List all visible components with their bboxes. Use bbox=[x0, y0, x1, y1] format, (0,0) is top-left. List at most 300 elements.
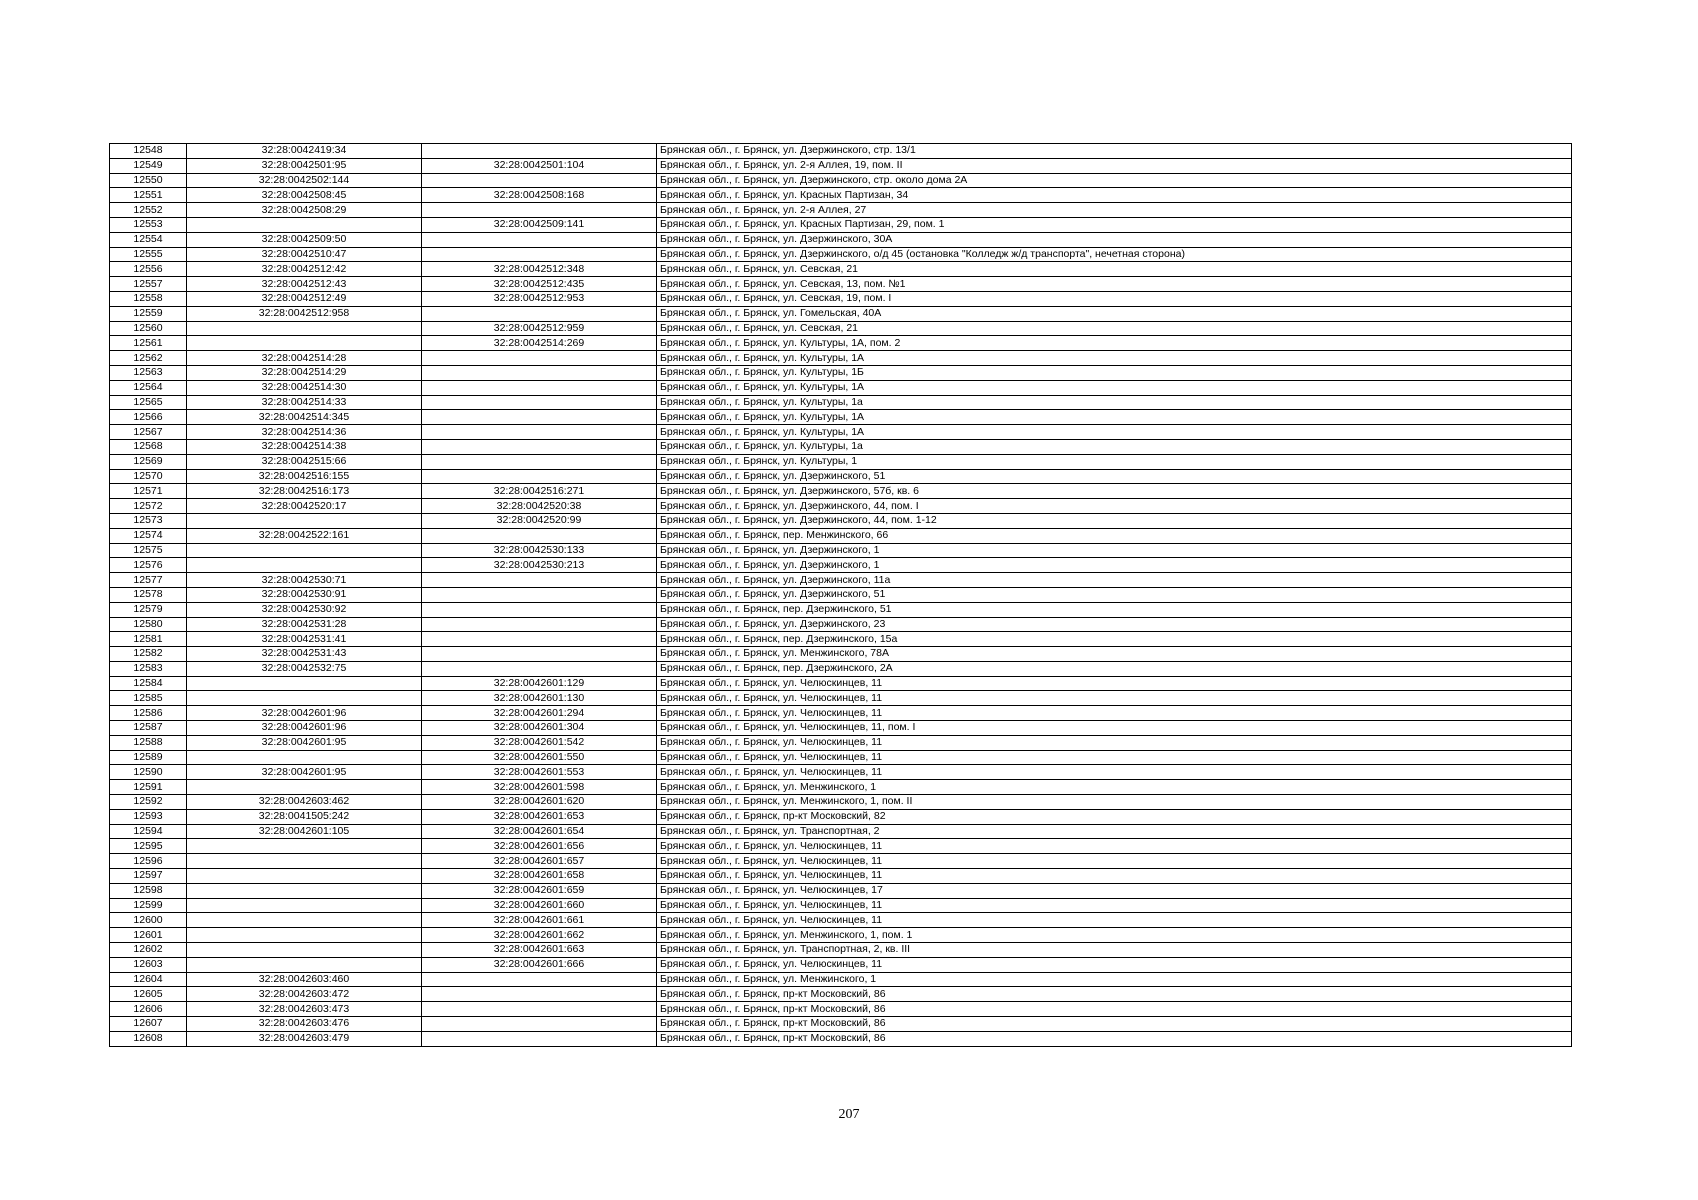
address-cell: Брянская обл., г. Брянск, ул. Менжинского, 1 bbox=[657, 780, 1572, 795]
building-cadastral-number-cell: 32:28:0042514:269 bbox=[422, 336, 657, 351]
land-cadastral-number-cell: 32:28:0042516:173 bbox=[187, 484, 422, 499]
building-cadastral-number-cell: 32:28:0042512:953 bbox=[422, 291, 657, 306]
row-number-cell: 12578 bbox=[110, 587, 187, 602]
building-cadastral-number-cell: 32:28:0042601:657 bbox=[422, 854, 657, 869]
building-cadastral-number-cell: 32:28:0042512:435 bbox=[422, 277, 657, 292]
building-cadastral-number-cell: 32:28:0042601:659 bbox=[422, 883, 657, 898]
row-number-cell: 12555 bbox=[110, 247, 187, 262]
building-cadastral-number-cell: 32:28:0042601:656 bbox=[422, 839, 657, 854]
building-cadastral-number-cell bbox=[422, 528, 657, 543]
row-number-cell: 12573 bbox=[110, 513, 187, 528]
row-number-cell: 12585 bbox=[110, 691, 187, 706]
address-cell: Брянская обл., г. Брянск, ул. Культуры, 1А bbox=[657, 351, 1572, 366]
building-cadastral-number-cell bbox=[422, 351, 657, 366]
land-cadastral-number-cell bbox=[187, 321, 422, 336]
address-cell: Брянская обл., г. Брянск, ул. Дзержинского, 1 bbox=[657, 543, 1572, 558]
building-cadastral-number-cell: 32:28:0042601:666 bbox=[422, 957, 657, 972]
land-cadastral-number-cell: 32:28:0042522:161 bbox=[187, 528, 422, 543]
address-cell: Брянская обл., г. Брянск, ул. Менжинского, 78А bbox=[657, 647, 1572, 662]
address-cell: Брянская обл., г. Брянск, ул. Челюскинцев, 11 bbox=[657, 839, 1572, 854]
property-register-table bbox=[109, 143, 1572, 1047]
address-cell: Брянская обл., г. Брянск, ул. Севская, 13, пом. №1 bbox=[657, 277, 1572, 292]
building-cadastral-number-cell: 32:28:0042509:141 bbox=[422, 217, 657, 232]
table-row bbox=[110, 543, 1572, 558]
table-row bbox=[110, 750, 1572, 765]
land-cadastral-number-cell bbox=[187, 928, 422, 943]
land-cadastral-number-cell: 32:28:0042601:105 bbox=[187, 824, 422, 839]
table-row bbox=[110, 765, 1572, 780]
address-cell: Брянская обл., г. Брянск, ул. Дзержинского, стр. 13/1 bbox=[657, 144, 1572, 159]
address-cell: Брянская обл., г. Брянск, ул. Челюскинцев, 11 bbox=[657, 913, 1572, 928]
row-number-cell: 12558 bbox=[110, 291, 187, 306]
table-row bbox=[110, 913, 1572, 928]
address-cell: Брянская обл., г. Брянск, ул. Челюскинцев, 17 bbox=[657, 883, 1572, 898]
land-cadastral-number-cell: 32:28:0042514:29 bbox=[187, 365, 422, 380]
table-row bbox=[110, 336, 1572, 351]
table-row bbox=[110, 499, 1572, 514]
address-cell: Брянская обл., г. Брянск, ул. Челюскинцев, 11 bbox=[657, 957, 1572, 972]
row-number-cell: 12574 bbox=[110, 528, 187, 543]
row-number-cell: 12583 bbox=[110, 661, 187, 676]
table-row bbox=[110, 558, 1572, 573]
table-row bbox=[110, 454, 1572, 469]
row-number-cell: 12565 bbox=[110, 395, 187, 410]
building-cadastral-number-cell bbox=[422, 661, 657, 676]
land-cadastral-number-cell: 32:28:0042509:50 bbox=[187, 232, 422, 247]
row-number-cell: 12608 bbox=[110, 1031, 187, 1046]
land-cadastral-number-cell bbox=[187, 543, 422, 558]
building-cadastral-number-cell: 32:28:0042512:959 bbox=[422, 321, 657, 336]
building-cadastral-number-cell bbox=[422, 425, 657, 440]
table-row bbox=[110, 232, 1572, 247]
table-row bbox=[110, 425, 1572, 440]
table-row bbox=[110, 144, 1572, 159]
building-cadastral-number-cell: 32:28:0042601:294 bbox=[422, 706, 657, 721]
table-row bbox=[110, 943, 1572, 958]
building-cadastral-number-cell: 32:28:0042601:553 bbox=[422, 765, 657, 780]
land-cadastral-number-cell: 32:28:0042601:96 bbox=[187, 706, 422, 721]
building-cadastral-number-cell: 32:28:0042601:654 bbox=[422, 824, 657, 839]
table-row bbox=[110, 587, 1572, 602]
land-cadastral-number-cell bbox=[187, 558, 422, 573]
land-cadastral-number-cell: 32:28:0042530:92 bbox=[187, 602, 422, 617]
table-row bbox=[110, 898, 1572, 913]
building-cadastral-number-cell: 32:28:0042530:213 bbox=[422, 558, 657, 573]
building-cadastral-number-cell bbox=[422, 410, 657, 425]
building-cadastral-number-cell bbox=[422, 232, 657, 247]
table-row bbox=[110, 721, 1572, 736]
building-cadastral-number-cell bbox=[422, 1031, 657, 1046]
building-cadastral-number-cell: 32:28:0042501:104 bbox=[422, 158, 657, 173]
address-cell: Брянская обл., г. Брянск, ул. Красных Партизан, 29, пом. 1 bbox=[657, 217, 1572, 232]
land-cadastral-number-cell: 32:28:0042601:96 bbox=[187, 721, 422, 736]
address-cell: Брянская обл., г. Брянск, ул. Дзержинского, 44, пом. 1-12 bbox=[657, 513, 1572, 528]
land-cadastral-number-cell: 32:28:0042419:34 bbox=[187, 144, 422, 159]
address-cell: Брянская обл., г. Брянск, пр-кт Московский, 86 bbox=[657, 1002, 1572, 1017]
address-cell: Брянская обл., г. Брянск, пер. Дзержинского, 51 bbox=[657, 602, 1572, 617]
row-number-cell: 12603 bbox=[110, 957, 187, 972]
land-cadastral-number-cell: 32:28:0042520:17 bbox=[187, 499, 422, 514]
table-body bbox=[110, 144, 1572, 1047]
building-cadastral-number-cell bbox=[422, 1017, 657, 1032]
land-cadastral-number-cell: 32:28:0042530:71 bbox=[187, 573, 422, 588]
land-cadastral-number-cell: 32:28:0042603:462 bbox=[187, 795, 422, 810]
row-number-cell: 12586 bbox=[110, 706, 187, 721]
row-number-cell: 12567 bbox=[110, 425, 187, 440]
building-cadastral-number-cell: 32:28:0042601:663 bbox=[422, 943, 657, 958]
land-cadastral-number-cell: 32:28:0042531:41 bbox=[187, 632, 422, 647]
address-cell: Брянская обл., г. Брянск, ул. Красных Партизан, 34 bbox=[657, 188, 1572, 203]
building-cadastral-number-cell: 32:28:0042601:658 bbox=[422, 869, 657, 884]
building-cadastral-number-cell bbox=[422, 380, 657, 395]
table-row bbox=[110, 380, 1572, 395]
building-cadastral-number-cell: 32:28:0042530:133 bbox=[422, 543, 657, 558]
land-cadastral-number-cell: 32:28:0042531:28 bbox=[187, 617, 422, 632]
table-row bbox=[110, 277, 1572, 292]
address-cell: Брянская обл., г. Брянск, ул. Челюскинцев, 11 bbox=[657, 765, 1572, 780]
table-row bbox=[110, 617, 1572, 632]
land-cadastral-number-cell bbox=[187, 750, 422, 765]
table-row bbox=[110, 573, 1572, 588]
address-cell: Брянская обл., г. Брянск, пер. Дзержинского, 15а bbox=[657, 632, 1572, 647]
row-number-cell: 12582 bbox=[110, 647, 187, 662]
table-row bbox=[110, 928, 1572, 943]
row-number-cell: 12562 bbox=[110, 351, 187, 366]
table-row bbox=[110, 780, 1572, 795]
land-cadastral-number-cell: 32:28:0042508:45 bbox=[187, 188, 422, 203]
building-cadastral-number-cell: 32:28:0042512:348 bbox=[422, 262, 657, 277]
building-cadastral-number-cell bbox=[422, 365, 657, 380]
land-cadastral-number-cell: 32:28:0041505:242 bbox=[187, 809, 422, 824]
building-cadastral-number-cell: 32:28:0042601:542 bbox=[422, 735, 657, 750]
land-cadastral-number-cell: 32:28:0042530:91 bbox=[187, 587, 422, 602]
row-number-cell: 12557 bbox=[110, 277, 187, 292]
page-number: 207 bbox=[838, 1107, 860, 1122]
row-number-cell: 12556 bbox=[110, 262, 187, 277]
building-cadastral-number-cell bbox=[422, 439, 657, 454]
land-cadastral-number-cell: 32:28:0042512:49 bbox=[187, 291, 422, 306]
address-cell: Брянская обл., г. Брянск, ул. Челюскинцев, 11 bbox=[657, 898, 1572, 913]
address-cell: Брянская обл., г. Брянск, ул. Культуры, 1 bbox=[657, 454, 1572, 469]
building-cadastral-number-cell bbox=[422, 573, 657, 588]
row-number-cell: 12590 bbox=[110, 765, 187, 780]
address-cell: Брянская обл., г. Брянск, ул. Культуры, 1А bbox=[657, 425, 1572, 440]
address-cell: Брянская обл., г. Брянск, ул. Челюскинцев, 11 bbox=[657, 676, 1572, 691]
row-number-cell: 12577 bbox=[110, 573, 187, 588]
row-number-cell: 12604 bbox=[110, 972, 187, 987]
address-cell: Брянская обл., г. Брянск, ул. Дзержинского, 57б, кв. 6 bbox=[657, 484, 1572, 499]
building-cadastral-number-cell: 32:28:0042601:653 bbox=[422, 809, 657, 824]
land-cadastral-number-cell: 32:28:0042514:36 bbox=[187, 425, 422, 440]
address-cell: Брянская обл., г. Брянск, ул. 2-я Аллея, 27 bbox=[657, 203, 1572, 218]
land-cadastral-number-cell bbox=[187, 898, 422, 913]
address-cell: Брянская обл., г. Брянск, ул. Дзержинского, 11а bbox=[657, 573, 1572, 588]
row-number-cell: 12600 bbox=[110, 913, 187, 928]
row-number-cell: 12580 bbox=[110, 617, 187, 632]
land-cadastral-number-cell: 32:28:0042515:66 bbox=[187, 454, 422, 469]
table-row bbox=[110, 661, 1572, 676]
table-row bbox=[110, 883, 1572, 898]
address-cell: Брянская обл., г. Брянск, ул. Дзержинского, 51 bbox=[657, 469, 1572, 484]
address-cell: Брянская обл., г. Брянск, ул. Менжинского, 1 bbox=[657, 972, 1572, 987]
land-cadastral-number-cell: 32:28:0042603:460 bbox=[187, 972, 422, 987]
address-cell: Брянская обл., г. Брянск, ул. Культуры, 1А bbox=[657, 410, 1572, 425]
row-number-cell: 12581 bbox=[110, 632, 187, 647]
land-cadastral-number-cell: 32:28:0042514:28 bbox=[187, 351, 422, 366]
land-cadastral-number-cell: 32:28:0042532:75 bbox=[187, 661, 422, 676]
row-number-cell: 12584 bbox=[110, 676, 187, 691]
table-row bbox=[110, 602, 1572, 617]
land-cadastral-number-cell: 32:28:0042512:43 bbox=[187, 277, 422, 292]
table-row bbox=[110, 839, 1572, 854]
row-number-cell: 12568 bbox=[110, 439, 187, 454]
land-cadastral-number-cell: 32:28:0042601:95 bbox=[187, 765, 422, 780]
table-row bbox=[110, 528, 1572, 543]
building-cadastral-number-cell bbox=[422, 173, 657, 188]
building-cadastral-number-cell bbox=[422, 395, 657, 410]
row-number-cell: 12548 bbox=[110, 144, 187, 159]
address-cell: Брянская обл., г. Брянск, ул. Культуры, 1А bbox=[657, 380, 1572, 395]
table-row bbox=[110, 410, 1572, 425]
row-number-cell: 12571 bbox=[110, 484, 187, 499]
row-number-cell: 12564 bbox=[110, 380, 187, 395]
land-cadastral-number-cell bbox=[187, 943, 422, 958]
land-cadastral-number-cell: 32:28:0042510:47 bbox=[187, 247, 422, 262]
row-number-cell: 12566 bbox=[110, 410, 187, 425]
building-cadastral-number-cell: 32:28:0042520:99 bbox=[422, 513, 657, 528]
table-row bbox=[110, 469, 1572, 484]
row-number-cell: 12597 bbox=[110, 869, 187, 884]
address-cell: Брянская обл., г. Брянск, ул. Челюскинцев, 11, пом. I bbox=[657, 721, 1572, 736]
building-cadastral-number-cell bbox=[422, 203, 657, 218]
building-cadastral-number-cell: 32:28:0042601:129 bbox=[422, 676, 657, 691]
row-number-cell: 12596 bbox=[110, 854, 187, 869]
row-number-cell: 12559 bbox=[110, 306, 187, 321]
building-cadastral-number-cell bbox=[422, 587, 657, 602]
land-cadastral-number-cell bbox=[187, 780, 422, 795]
building-cadastral-number-cell bbox=[422, 972, 657, 987]
land-cadastral-number-cell: 32:28:0042514:30 bbox=[187, 380, 422, 395]
land-cadastral-number-cell: 32:28:0042512:958 bbox=[187, 306, 422, 321]
building-cadastral-number-cell: 32:28:0042601:130 bbox=[422, 691, 657, 706]
land-cadastral-number-cell bbox=[187, 839, 422, 854]
land-cadastral-number-cell bbox=[187, 913, 422, 928]
building-cadastral-number-cell: 32:28:0042601:662 bbox=[422, 928, 657, 943]
address-cell: Брянская обл., г. Брянск, ул. Челюскинцев, 11 bbox=[657, 854, 1572, 869]
address-cell: Брянская обл., г. Брянск, ул. Дзержинского, 44, пом. I bbox=[657, 499, 1572, 514]
address-cell: Брянская обл., г. Брянск, ул. Дзержинского, 30А bbox=[657, 232, 1572, 247]
table-row bbox=[110, 972, 1572, 987]
address-cell: Брянская обл., г. Брянск, ул. 2-я Аллея, 19, пом. II bbox=[657, 158, 1572, 173]
building-cadastral-number-cell: 32:28:0042601:660 bbox=[422, 898, 657, 913]
land-cadastral-number-cell bbox=[187, 691, 422, 706]
land-cadastral-number-cell: 32:28:0042514:33 bbox=[187, 395, 422, 410]
table-row bbox=[110, 647, 1572, 662]
table-row bbox=[110, 1002, 1572, 1017]
table-row bbox=[110, 513, 1572, 528]
table-row bbox=[110, 217, 1572, 232]
building-cadastral-number-cell bbox=[422, 247, 657, 262]
row-number-cell: 12605 bbox=[110, 987, 187, 1002]
land-cadastral-number-cell bbox=[187, 957, 422, 972]
row-number-cell: 12553 bbox=[110, 217, 187, 232]
table-row bbox=[110, 158, 1572, 173]
row-number-cell: 12606 bbox=[110, 1002, 187, 1017]
table-row bbox=[110, 824, 1572, 839]
row-number-cell: 12592 bbox=[110, 795, 187, 810]
building-cadastral-number-cell bbox=[422, 602, 657, 617]
table-row bbox=[110, 676, 1572, 691]
table-row bbox=[110, 351, 1572, 366]
address-cell: Брянская обл., г. Брянск, ул. Севская, 21 bbox=[657, 321, 1572, 336]
row-number-cell: 12569 bbox=[110, 454, 187, 469]
table-row bbox=[110, 632, 1572, 647]
table-row bbox=[110, 957, 1572, 972]
table-row bbox=[110, 706, 1572, 721]
row-number-cell: 12601 bbox=[110, 928, 187, 943]
building-cadastral-number-cell: 32:28:0042601:304 bbox=[422, 721, 657, 736]
address-cell: Брянская обл., г. Брянск, ул. Челюскинцев, 11 bbox=[657, 706, 1572, 721]
land-cadastral-number-cell: 32:28:0042512:42 bbox=[187, 262, 422, 277]
table-row bbox=[110, 262, 1572, 277]
land-cadastral-number-cell bbox=[187, 854, 422, 869]
building-cadastral-number-cell bbox=[422, 1002, 657, 1017]
address-cell: Брянская обл., г. Брянск, пр-кт Московский, 86 bbox=[657, 987, 1572, 1002]
land-cadastral-number-cell: 32:28:0042514:345 bbox=[187, 410, 422, 425]
row-number-cell: 12563 bbox=[110, 365, 187, 380]
building-cadastral-number-cell: 32:28:0042508:168 bbox=[422, 188, 657, 203]
row-number-cell: 12572 bbox=[110, 499, 187, 514]
row-number-cell: 12598 bbox=[110, 883, 187, 898]
address-cell: Брянская обл., г. Брянск, пер. Менжинского, 66 bbox=[657, 528, 1572, 543]
row-number-cell: 12550 bbox=[110, 173, 187, 188]
land-cadastral-number-cell: 32:28:0042514:38 bbox=[187, 439, 422, 454]
table-row bbox=[110, 987, 1572, 1002]
building-cadastral-number-cell bbox=[422, 144, 657, 159]
land-cadastral-number-cell: 32:28:0042508:29 bbox=[187, 203, 422, 218]
table-row bbox=[110, 1017, 1572, 1032]
table-row bbox=[110, 854, 1572, 869]
land-cadastral-number-cell bbox=[187, 217, 422, 232]
row-number-cell: 12552 bbox=[110, 203, 187, 218]
address-cell: Брянская обл., г. Брянск, пр-кт Московский, 82 bbox=[657, 809, 1572, 824]
table-row bbox=[110, 795, 1572, 810]
table-row bbox=[110, 247, 1572, 262]
address-cell: Брянская обл., г. Брянск, ул. Культуры, 1а bbox=[657, 395, 1572, 410]
building-cadastral-number-cell: 32:28:0042601:620 bbox=[422, 795, 657, 810]
land-cadastral-number-cell: 32:28:0042603:472 bbox=[187, 987, 422, 1002]
building-cadastral-number-cell: 32:28:0042601:550 bbox=[422, 750, 657, 765]
building-cadastral-number-cell bbox=[422, 306, 657, 321]
table-row bbox=[110, 691, 1572, 706]
land-cadastral-number-cell: 32:28:0042603:479 bbox=[187, 1031, 422, 1046]
address-cell: Брянская обл., г. Брянск, ул. Севская, 19, пом. I bbox=[657, 291, 1572, 306]
address-cell: Брянская обл., г. Брянск, ул. Дзержинского, 51 bbox=[657, 587, 1572, 602]
building-cadastral-number-cell bbox=[422, 617, 657, 632]
land-cadastral-number-cell: 32:28:0042601:95 bbox=[187, 735, 422, 750]
row-number-cell: 12549 bbox=[110, 158, 187, 173]
row-number-cell: 12554 bbox=[110, 232, 187, 247]
building-cadastral-number-cell bbox=[422, 647, 657, 662]
land-cadastral-number-cell: 32:28:0042502:144 bbox=[187, 173, 422, 188]
table-row bbox=[110, 173, 1572, 188]
table-row bbox=[110, 735, 1572, 750]
address-cell: Брянская обл., г. Брянск, ул. Дзержинского, 1 bbox=[657, 558, 1572, 573]
table-row bbox=[110, 306, 1572, 321]
address-cell: Брянская обл., г. Брянск, ул. Гомельская, 40А bbox=[657, 306, 1572, 321]
land-cadastral-number-cell bbox=[187, 676, 422, 691]
land-cadastral-number-cell bbox=[187, 869, 422, 884]
table-row bbox=[110, 291, 1572, 306]
row-number-cell: 12551 bbox=[110, 188, 187, 203]
building-cadastral-number-cell: 32:28:0042520:38 bbox=[422, 499, 657, 514]
address-cell: Брянская обл., г. Брянск, ул. Культуры, 1А, пом. 2 bbox=[657, 336, 1572, 351]
building-cadastral-number-cell: 32:28:0042601:661 bbox=[422, 913, 657, 928]
address-cell: Брянская обл., г. Брянск, ул. Челюскинцев, 11 bbox=[657, 735, 1572, 750]
row-number-cell: 12587 bbox=[110, 721, 187, 736]
table-row bbox=[110, 869, 1572, 884]
address-cell: Брянская обл., г. Брянск, ул. Культуры, 1а bbox=[657, 439, 1572, 454]
address-cell: Брянская обл., г. Брянск, ул. Дзержинского, о/д 45 (остановка "Колледж ж/д транспорта", нечетная сторона) bbox=[657, 247, 1572, 262]
building-cadastral-number-cell bbox=[422, 632, 657, 647]
land-cadastral-number-cell: 32:28:0042603:473 bbox=[187, 1002, 422, 1017]
land-cadastral-number-cell bbox=[187, 336, 422, 351]
row-number-cell: 12575 bbox=[110, 543, 187, 558]
address-cell: Брянская обл., г. Брянск, пер. Дзержинского, 2А bbox=[657, 661, 1572, 676]
row-number-cell: 12599 bbox=[110, 898, 187, 913]
table-row bbox=[110, 188, 1572, 203]
address-cell: Брянская обл., г. Брянск, пр-кт Московский, 86 bbox=[657, 1017, 1572, 1032]
row-number-cell: 12607 bbox=[110, 1017, 187, 1032]
address-cell: Брянская обл., г. Брянск, ул. Культуры, 1Б bbox=[657, 365, 1572, 380]
row-number-cell: 12588 bbox=[110, 735, 187, 750]
row-number-cell: 12561 bbox=[110, 336, 187, 351]
address-cell: Брянская обл., г. Брянск, ул. Транспортная, 2, кв. III bbox=[657, 943, 1572, 958]
row-number-cell: 12579 bbox=[110, 602, 187, 617]
table-row bbox=[110, 395, 1572, 410]
address-cell: Брянская обл., г. Брянск, ул. Севская, 21 bbox=[657, 262, 1572, 277]
building-cadastral-number-cell bbox=[422, 454, 657, 469]
table-row bbox=[110, 439, 1572, 454]
land-cadastral-number-cell: 32:28:0042531:43 bbox=[187, 647, 422, 662]
row-number-cell: 12595 bbox=[110, 839, 187, 854]
address-cell: Брянская обл., г. Брянск, пр-кт Московский, 86 bbox=[657, 1031, 1572, 1046]
land-cadastral-number-cell: 32:28:0042501:95 bbox=[187, 158, 422, 173]
row-number-cell: 12589 bbox=[110, 750, 187, 765]
table-row bbox=[110, 809, 1572, 824]
row-number-cell: 12591 bbox=[110, 780, 187, 795]
building-cadastral-number-cell bbox=[422, 469, 657, 484]
row-number-cell: 12593 bbox=[110, 809, 187, 824]
row-number-cell: 12602 bbox=[110, 943, 187, 958]
row-number-cell: 12560 bbox=[110, 321, 187, 336]
table-row bbox=[110, 365, 1572, 380]
building-cadastral-number-cell: 32:28:0042601:598 bbox=[422, 780, 657, 795]
row-number-cell: 12570 bbox=[110, 469, 187, 484]
table-row bbox=[110, 321, 1572, 336]
table-row bbox=[110, 1031, 1572, 1046]
address-cell: Брянская обл., г. Брянск, ул. Челюскинцев, 11 bbox=[657, 750, 1572, 765]
row-number-cell: 12594 bbox=[110, 824, 187, 839]
address-cell: Брянская обл., г. Брянск, ул. Менжинского, 1, пом. 1 bbox=[657, 928, 1572, 943]
address-cell: Брянская обл., г. Брянск, ул. Дзержинского, стр. около дома 2А bbox=[657, 173, 1572, 188]
address-cell: Брянская обл., г. Брянск, ул. Транспортная, 2 bbox=[657, 824, 1572, 839]
row-number-cell: 12576 bbox=[110, 558, 187, 573]
table-row bbox=[110, 484, 1572, 499]
building-cadastral-number-cell bbox=[422, 987, 657, 1002]
address-cell: Брянская обл., г. Брянск, ул. Челюскинцев, 11 bbox=[657, 869, 1572, 884]
land-cadastral-number-cell: 32:28:0042603:476 bbox=[187, 1017, 422, 1032]
